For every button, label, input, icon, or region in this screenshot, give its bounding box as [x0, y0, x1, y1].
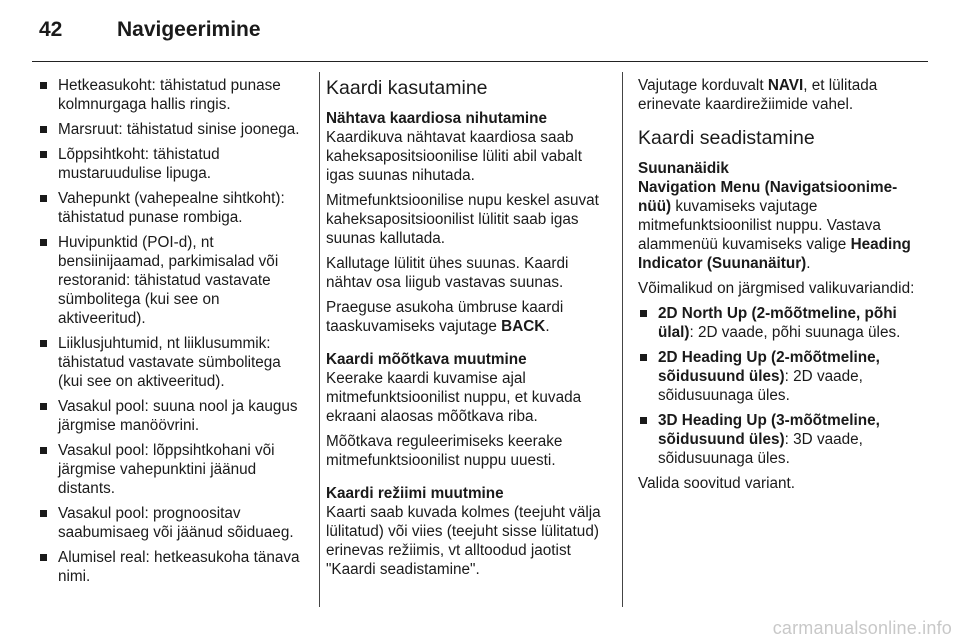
- section-title-map-usage: Kaardi kasutamine: [326, 77, 488, 99]
- list-item: 2D Heading Up (2-mõõtmeline, sõidusuund üles): 2D vaade, sõidusuunaga üles.: [638, 348, 928, 405]
- list-item: Vasakul pool: prognoositav saabumisaeg või jäänud sõiduaeg.: [38, 504, 308, 542]
- chapter-title: Navigeerimine: [117, 18, 261, 41]
- watermark: carmanualsonline.info: [772, 618, 952, 638]
- list-item: 2D North Up (2-mõõtmeline, põhi ülal): 2D vaade, põhi suunaga üles.: [638, 304, 928, 342]
- subheading-mode: Kaardi režiimi muutmine: [326, 485, 504, 502]
- bullet-square-icon: [40, 510, 47, 517]
- header-divider: [32, 61, 928, 62]
- list-item: Vasakul pool: lõppsihtkohani või järgmise vahepunktini jäänud distants.: [38, 441, 308, 498]
- paragraph: Navigation Menu (Navigatsioonime-nüü) kuvamiseks vajutage mitmefunktsioonilist nuppu. Vastava alammenüü kuvamiseks valige Heading Indicator (Suunanäitur).: [638, 179, 911, 272]
- paragraph: Praeguse asukoha ümbruse kaardi taaskuvamiseks vajutage BACK.: [326, 299, 564, 335]
- bullet-square-icon: [640, 417, 647, 424]
- column-1: [38, 76, 308, 592]
- list-item: Vahepunkt (vahepealne sihtkoht): tähistatud punase rombiga.: [38, 189, 308, 227]
- section-title-map-settings: Kaardi seadistamine: [638, 127, 815, 149]
- bullet-square-icon: [40, 82, 47, 89]
- bullet-square-icon: [40, 447, 47, 454]
- subheading-heading-indicator: Suunanäidik: [638, 160, 729, 177]
- list-item: Hetkeasukoht: tähistatud punase kolmnurgaga hallis ringis.: [38, 76, 308, 114]
- list-item: Lõppsihtkoht: tähistatud mustaruudulise lipuga.: [38, 145, 308, 183]
- bullet-square-icon: [40, 239, 47, 246]
- bullet-square-icon: [640, 310, 647, 317]
- subheading-pan: Nähtava kaardiosa nihutamine: [326, 110, 548, 127]
- column-2: [326, 76, 608, 585]
- paragraph: Võimalikud on järgmised valikuvariandid:: [638, 280, 915, 297]
- paragraph: Vajutage korduvalt NAVI, et lülitada erinevate kaardirežiimide vahel.: [638, 77, 878, 113]
- paragraph: Kallutage lülitit ühes suunas. Kaardi nähtav osa liigub vastavas suunas.: [326, 255, 569, 291]
- list-item: Marsruut: tähistatud sinise joonega.: [38, 120, 308, 139]
- map-symbol-list: [38, 76, 308, 586]
- paragraph: Mõõtkava reguleerimiseks keerake mitmefunktsioonilist nuppu uuesti.: [326, 433, 563, 469]
- bullet-square-icon: [40, 403, 47, 410]
- navi-key-label: NAVI: [767, 77, 804, 94]
- paragraph: Kaarti saab kuvada kolmes (teejuht välja lülitatud) või viies (teejuht sisse lülitatud) erinevas režiimis, vt alltoodud jaotist "Kaardi seadistamine".: [326, 504, 601, 578]
- column-divider-2: [622, 72, 623, 607]
- list-item: Alumisel real: hetkeasukoha tänava nimi.: [38, 548, 308, 586]
- view-options-list: [638, 304, 928, 468]
- list-item: 3D Heading Up (3-mõõtmeline, sõidusuund üles): 3D vaade, sõidusuunaga üles.: [638, 411, 928, 468]
- list-item: Huvipunktid (POI-d), nt bensiinijaamad, parkimisalad või restoranid: tähistatud vastavate sümbolitega (kui see on aktiveeritud).: [38, 233, 308, 328]
- paragraph: Kaardikuva nähtavat kaardiosa saab kaheksapositsioonilise lüliti abil vabalt igas suunas nihutada.: [326, 129, 582, 184]
- paragraph: Valida soovitud variant.: [638, 475, 796, 492]
- list-item: Liiklusjuhtumid, nt liiklusummik: tähistatud vastavate sümbolitega (kui see on aktiveeritud).: [38, 334, 308, 391]
- column-divider-1: [319, 72, 320, 607]
- paragraph: Keerake kaardi kuvamise ajal mitmefunktsioonilist nuppu, et kuvada ekraani alaosas mõõtkava riba.: [326, 370, 582, 425]
- bullet-square-icon: [40, 195, 47, 202]
- bullet-square-icon: [40, 151, 47, 158]
- column-3: [638, 76, 928, 499]
- bullet-square-icon: [40, 126, 47, 133]
- back-key-label: BACK: [501, 318, 546, 335]
- bullet-square-icon: [40, 554, 47, 561]
- paragraph: Mitmefunktsioonilise nupu keskel asuvat kaheksapositsioonilist lülitit saab igas suunas kallutada.: [326, 192, 599, 247]
- bullet-square-icon: [640, 354, 647, 361]
- subheading-scale: Kaardi mõõtkava muutmine: [326, 351, 527, 368]
- page-header: [39, 18, 261, 50]
- bullet-square-icon: [40, 340, 47, 347]
- page-number: 42: [39, 18, 63, 41]
- list-item: Vasakul pool: suuna nool ja kaugus järgmise manöövrini.: [38, 397, 308, 435]
